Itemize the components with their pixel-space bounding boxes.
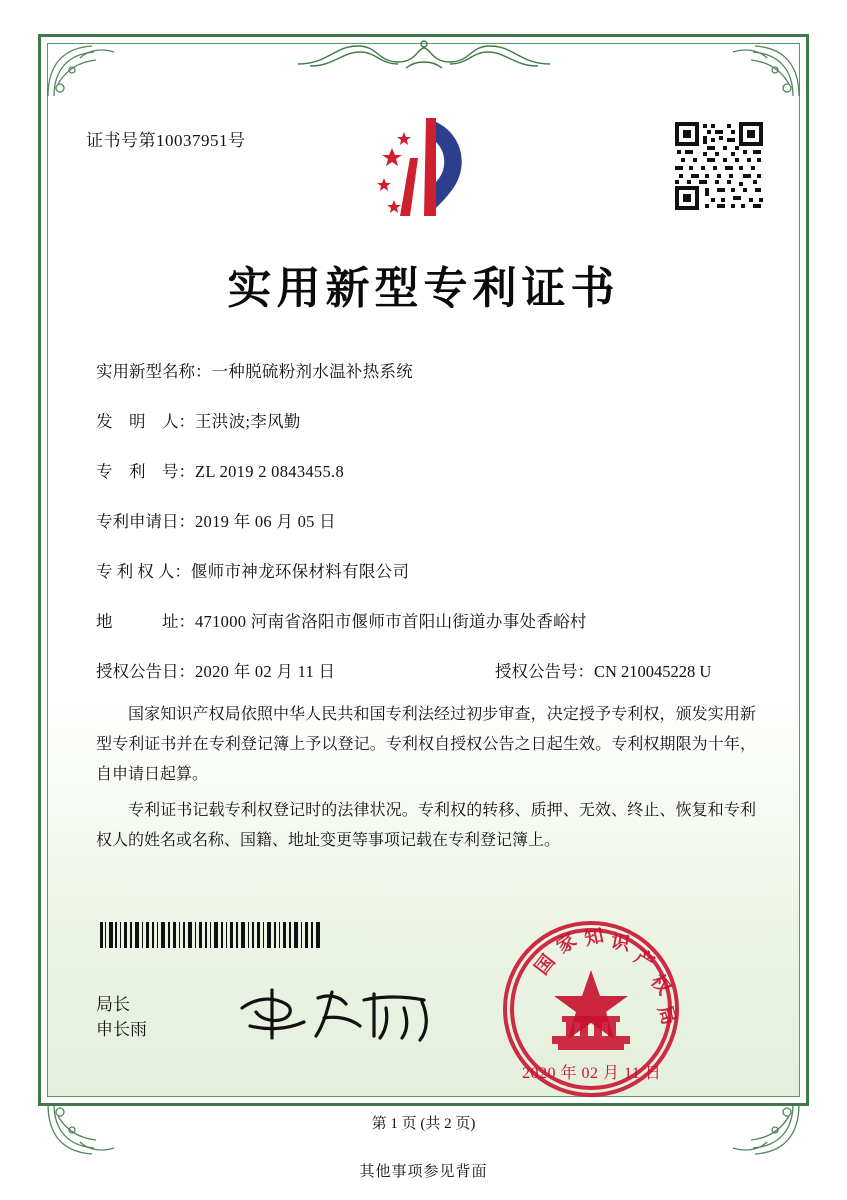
field-label: 发 明 人： <box>96 412 195 431</box>
top-ornament-icon <box>294 38 554 72</box>
field-value: 2019 年 06 月 05 日 <box>195 512 336 531</box>
director-title-label: 局长 <box>96 995 130 1014</box>
svg-text:国: 国 <box>531 951 560 980</box>
field-label: 实用新型名称： <box>96 362 212 381</box>
director-name-label: 申长雨 <box>96 1020 147 1039</box>
field-patent-number <box>96 458 756 482</box>
field-value: 一种脱硫粉剂水温补热系统 <box>211 362 414 381</box>
certificate-number: 证书号第10037951号 <box>86 131 246 150</box>
qr-code-icon <box>673 120 765 212</box>
field-patentee <box>96 558 756 582</box>
cnipa-emblem-logo-icon <box>366 112 484 224</box>
svg-text:家: 家 <box>553 930 581 959</box>
field-grant-announcement <box>96 658 756 682</box>
svg-text:局: 局 <box>653 1003 680 1028</box>
certificate-body-text <box>96 700 756 862</box>
field-application-date <box>96 508 756 532</box>
svg-text:识: 识 <box>609 931 632 956</box>
field-value: 偃师市神龙环保材料有限公司 <box>190 562 410 581</box>
field-label: 专 利 权 人： <box>96 562 191 581</box>
field-label: 授权公告日： <box>96 662 195 681</box>
field-inventor <box>96 408 756 432</box>
field-label: 地 址： <box>96 612 195 631</box>
field-address <box>96 608 756 632</box>
certificate-title: 实用新型专利证书 <box>227 264 620 313</box>
svg-text:权: 权 <box>646 971 675 1000</box>
field-value-secondary: CN 210045228 U <box>594 662 712 681</box>
paragraph-legal-status: 专利证书记载专利权登记时的法律状况。专利权的转移、质押、无效、终止、恢复和专利权人的姓名或名称、国籍、地址变更等事项记载在专利登记簿上。 <box>96 802 756 849</box>
barcode-icon <box>100 922 322 948</box>
field-value: 2020 年 02 月 11 日 <box>195 662 336 681</box>
field-invention-name <box>96 358 756 382</box>
seal-date: 2020 年 02 月 11 日 <box>522 1065 662 1082</box>
signature-labels <box>96 992 147 1042</box>
paragraph-legal-grant: 国家知识产权局依照中华人民共和国专利法经过初步审查，决定授予专利权，颁发实用新型专利证书并在专利登记簿上予以登记。专利权自授权公告之日起生效。专利权期限为十年，自申请日起算。 <box>96 706 756 783</box>
svg-text:知: 知 <box>582 925 606 950</box>
corner-ornament-icon <box>717 40 803 100</box>
field-value: 王洪波;李风勤 <box>195 412 301 431</box>
certificate-fields <box>96 358 756 708</box>
page-number: 第 1 页 (共 2 页) <box>371 1116 476 1132</box>
corner-ornament-icon <box>44 40 130 100</box>
field-label-secondary: 授权公告号： <box>495 662 594 681</box>
svg-text:产: 产 <box>630 946 658 975</box>
field-value: ZL 2019 2 0843455.8 <box>195 462 344 481</box>
handwritten-signature-icon <box>232 978 442 1048</box>
field-label: 专利申请日： <box>96 512 195 531</box>
back-side-note: 其他事项参见背面 <box>359 1164 488 1180</box>
field-value: 471000 河南省洛阳市偃师市首阳山街道办事处香峪村 <box>195 612 587 631</box>
field-label: 专 利 号： <box>96 462 195 481</box>
